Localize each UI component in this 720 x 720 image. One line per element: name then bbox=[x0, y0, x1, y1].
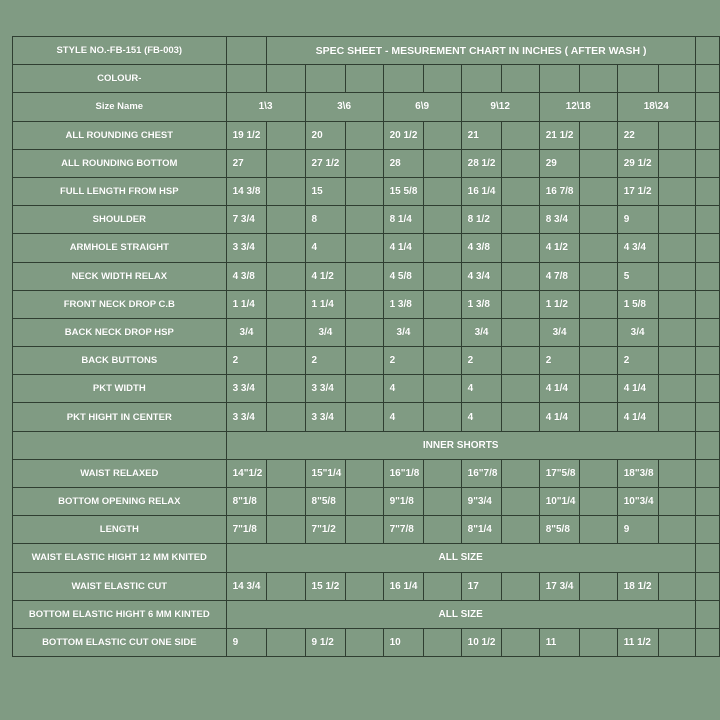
empty-cell bbox=[580, 234, 617, 262]
measurement-value: 8 1/2 bbox=[461, 206, 502, 234]
empty-cell bbox=[580, 290, 617, 318]
empty-cell bbox=[502, 234, 539, 262]
measurement-value: 8"1/4 bbox=[461, 516, 502, 544]
empty-cell bbox=[346, 149, 383, 177]
measurement-label: BACK NECK DROP HSP bbox=[13, 318, 227, 346]
measurement-value: 4 1/4 bbox=[383, 234, 424, 262]
measurement-label: WAIST RELAXED bbox=[13, 459, 227, 487]
measurement-value: 2 bbox=[461, 347, 502, 375]
measurement-value: 10"3/4 bbox=[617, 488, 658, 516]
empty-cell bbox=[502, 318, 539, 346]
measurement-value: 4 1/4 bbox=[539, 403, 580, 431]
empty-cell bbox=[267, 628, 305, 656]
measurement-row bbox=[13, 177, 720, 205]
measurement-value: 20 bbox=[305, 121, 346, 149]
empty-cell bbox=[346, 347, 383, 375]
measurement-value: 28 bbox=[383, 149, 424, 177]
measurement-value: 3/4 bbox=[383, 318, 424, 346]
empty-cell bbox=[658, 121, 695, 149]
empty-cell bbox=[658, 459, 695, 487]
measurement-value: 29 bbox=[539, 149, 580, 177]
empty-cell bbox=[580, 403, 617, 431]
empty-cell bbox=[424, 121, 461, 149]
measurement-value: 17"5/8 bbox=[539, 459, 580, 487]
empty-cell bbox=[658, 628, 695, 656]
measurement-value: 9 bbox=[226, 628, 267, 656]
empty-cell bbox=[424, 572, 461, 600]
empty-cell bbox=[267, 488, 305, 516]
empty-cell bbox=[502, 375, 539, 403]
empty-cell bbox=[502, 206, 539, 234]
empty-cell bbox=[658, 347, 695, 375]
empty-cell bbox=[502, 262, 539, 290]
empty-cell bbox=[658, 375, 695, 403]
empty-cell bbox=[695, 600, 719, 628]
measurement-label: BOTTOM OPENING RELAX bbox=[13, 488, 227, 516]
empty-cell bbox=[658, 318, 695, 346]
measurement-value: 7"1/2 bbox=[305, 516, 346, 544]
empty-cell bbox=[346, 628, 383, 656]
measurement-value: 3 3/4 bbox=[226, 403, 267, 431]
measurement-value: 8 bbox=[305, 206, 346, 234]
measurement-label: FRONT NECK DROP C.B bbox=[13, 290, 227, 318]
empty-cell bbox=[424, 262, 461, 290]
measurement-label: BOTTOM ELASTIC HIGHT 6 MM KINTED bbox=[13, 600, 227, 628]
empty-cell bbox=[267, 516, 305, 544]
measurement-row bbox=[13, 121, 720, 149]
empty-cell bbox=[695, 403, 719, 431]
measurement-value: 27 1/2 bbox=[305, 149, 346, 177]
empty-cell bbox=[424, 375, 461, 403]
empty-cell bbox=[502, 488, 539, 516]
measurement-value: 17 1/2 bbox=[617, 177, 658, 205]
empty-cell bbox=[695, 516, 719, 544]
measurement-label: ALL ROUNDING CHEST bbox=[13, 121, 227, 149]
measurement-row bbox=[13, 206, 720, 234]
empty-cell bbox=[658, 403, 695, 431]
measurement-value: 9 1/2 bbox=[305, 628, 346, 656]
inner-measurement-row bbox=[13, 459, 720, 487]
size-header: 12\18 bbox=[539, 93, 617, 121]
measurement-value: 10 1/2 bbox=[461, 628, 502, 656]
measurement-value: 11 1/2 bbox=[617, 628, 658, 656]
empty-cell bbox=[346, 262, 383, 290]
colour-label: COLOUR- bbox=[13, 65, 227, 93]
elastic-measurement-row bbox=[13, 628, 720, 656]
empty-cell bbox=[267, 206, 305, 234]
measurement-value: 8 3/4 bbox=[539, 206, 580, 234]
spec-sheet-table bbox=[12, 36, 720, 657]
header-row bbox=[13, 37, 720, 65]
empty-cell bbox=[695, 234, 719, 262]
all-size-label: ALL SIZE bbox=[226, 544, 695, 572]
empty-cell bbox=[424, 516, 461, 544]
measurement-value: 3 3/4 bbox=[305, 375, 346, 403]
measurement-value: 14 3/4 bbox=[226, 572, 267, 600]
measurement-value: 16 1/4 bbox=[461, 177, 502, 205]
empty-cell bbox=[658, 290, 695, 318]
empty-cell bbox=[424, 403, 461, 431]
empty-cell bbox=[346, 234, 383, 262]
style-number: STYLE NO.-FB-151 (FB-003) bbox=[13, 37, 227, 65]
measurement-value: 3/4 bbox=[461, 318, 502, 346]
measurement-value: 3/4 bbox=[617, 318, 658, 346]
empty-cell bbox=[226, 37, 267, 65]
empty-cell bbox=[695, 431, 719, 459]
measurement-value: 9 bbox=[617, 206, 658, 234]
measurement-value: 4 1/4 bbox=[617, 403, 658, 431]
empty-cell bbox=[267, 572, 305, 600]
measurement-label: WAIST ELASTIC HIGHT 12 MM KNITED bbox=[13, 544, 227, 572]
empty-cell bbox=[424, 628, 461, 656]
empty-cell bbox=[267, 459, 305, 487]
empty-cell bbox=[346, 318, 383, 346]
empty-cell bbox=[502, 149, 539, 177]
empty-cell bbox=[695, 93, 719, 121]
empty-cell bbox=[695, 459, 719, 487]
measurement-value: 15 1/2 bbox=[305, 572, 346, 600]
measurement-value: 4 bbox=[305, 234, 346, 262]
empty-cell bbox=[580, 516, 617, 544]
empty-cell bbox=[502, 572, 539, 600]
measurement-value: 19 1/2 bbox=[226, 121, 267, 149]
empty-cell bbox=[267, 318, 305, 346]
empty-cell bbox=[502, 290, 539, 318]
empty-cell bbox=[580, 262, 617, 290]
empty-cell bbox=[580, 149, 617, 177]
empty-cell bbox=[346, 375, 383, 403]
measurement-label: PKT HIGHT IN CENTER bbox=[13, 403, 227, 431]
measurement-value: 4 3/8 bbox=[461, 234, 502, 262]
empty-cell bbox=[658, 234, 695, 262]
measurement-value: 2 bbox=[617, 347, 658, 375]
empty-cell bbox=[424, 488, 461, 516]
measurement-value: 15"1/4 bbox=[305, 459, 346, 487]
measurement-label: NECK WIDTH RELAX bbox=[13, 262, 227, 290]
empty-cell bbox=[695, 488, 719, 516]
measurement-value: 11 bbox=[539, 628, 580, 656]
empty-cell bbox=[424, 459, 461, 487]
empty-cell bbox=[267, 234, 305, 262]
empty-cell bbox=[695, 628, 719, 656]
measurement-value: 8"5/8 bbox=[305, 488, 346, 516]
empty-cell bbox=[695, 206, 719, 234]
empty-cell bbox=[502, 516, 539, 544]
measurement-value: 4 1/4 bbox=[617, 375, 658, 403]
measurement-value: 15 5/8 bbox=[383, 177, 424, 205]
measurement-value: 15 bbox=[305, 177, 346, 205]
empty-cell bbox=[658, 572, 695, 600]
measurement-row bbox=[13, 318, 720, 346]
empty-cell bbox=[658, 488, 695, 516]
empty-cell bbox=[502, 403, 539, 431]
empty-cell bbox=[502, 121, 539, 149]
measurement-value: 4 1/4 bbox=[539, 375, 580, 403]
measurement-value: 29 1/2 bbox=[617, 149, 658, 177]
measurement-value: 17 bbox=[461, 572, 502, 600]
measurement-value: 16"7/8 bbox=[461, 459, 502, 487]
empty-cell bbox=[580, 318, 617, 346]
size-header: 3\6 bbox=[305, 93, 383, 121]
measurement-row bbox=[13, 375, 720, 403]
empty-cell bbox=[580, 121, 617, 149]
measurement-label: PKT WIDTH bbox=[13, 375, 227, 403]
measurement-value: 2 bbox=[539, 347, 580, 375]
measurement-label: LENGTH bbox=[13, 516, 227, 544]
measurement-value: 1 5/8 bbox=[617, 290, 658, 318]
measurement-value: 14 3/8 bbox=[226, 177, 267, 205]
measurement-value: 4 7/8 bbox=[539, 262, 580, 290]
measurement-value: 7 3/4 bbox=[226, 206, 267, 234]
empty-cell bbox=[346, 459, 383, 487]
empty-cell bbox=[695, 572, 719, 600]
measurement-row bbox=[13, 234, 720, 262]
measurement-value: 2 bbox=[383, 347, 424, 375]
empty-cell bbox=[346, 516, 383, 544]
measurement-value: 16 7/8 bbox=[539, 177, 580, 205]
measurement-value: 4 1/2 bbox=[305, 262, 346, 290]
empty-cell bbox=[695, 121, 719, 149]
empty-cell bbox=[424, 234, 461, 262]
colour-row bbox=[13, 65, 720, 93]
empty-cell bbox=[346, 488, 383, 516]
empty-cell bbox=[580, 177, 617, 205]
measurement-value: 5 bbox=[617, 262, 658, 290]
empty-cell bbox=[695, 375, 719, 403]
measurement-value: 28 1/2 bbox=[461, 149, 502, 177]
measurement-label: BOTTOM ELASTIC CUT ONE SIDE bbox=[13, 628, 227, 656]
size-row bbox=[13, 93, 720, 121]
empty-cell bbox=[13, 431, 227, 459]
empty-cell bbox=[658, 516, 695, 544]
empty-cell bbox=[267, 149, 305, 177]
measurement-value: 20 1/2 bbox=[383, 121, 424, 149]
measurement-label: SHOULDER bbox=[13, 206, 227, 234]
empty-cell bbox=[580, 488, 617, 516]
empty-cell bbox=[695, 318, 719, 346]
inner-shorts-label: INNER SHORTS bbox=[226, 431, 695, 459]
empty-cell bbox=[580, 206, 617, 234]
empty-cell bbox=[695, 544, 719, 572]
measurement-value: 1 1/2 bbox=[539, 290, 580, 318]
measurement-value: 3/4 bbox=[539, 318, 580, 346]
measurement-value: 21 1/2 bbox=[539, 121, 580, 149]
measurement-value: 4 bbox=[383, 375, 424, 403]
measurement-row bbox=[13, 262, 720, 290]
empty-cell bbox=[424, 177, 461, 205]
measurement-value: 7"1/8 bbox=[226, 516, 267, 544]
measurement-value: 8 1/4 bbox=[383, 206, 424, 234]
elastic-measurement-row bbox=[13, 572, 720, 600]
empty-cell bbox=[346, 403, 383, 431]
measurement-value: 14"1/2 bbox=[226, 459, 267, 487]
measurement-value: 22 bbox=[617, 121, 658, 149]
measurement-value: 18"3/8 bbox=[617, 459, 658, 487]
size-header: 18\24 bbox=[617, 93, 695, 121]
empty-cell bbox=[267, 121, 305, 149]
measurement-value: 10"1/4 bbox=[539, 488, 580, 516]
empty-cell bbox=[695, 149, 719, 177]
empty-cell bbox=[658, 206, 695, 234]
empty-cell bbox=[695, 177, 719, 205]
empty-cell bbox=[424, 290, 461, 318]
measurement-value: 4 bbox=[383, 403, 424, 431]
all-size-label: ALL SIZE bbox=[226, 600, 695, 628]
empty-cell bbox=[267, 375, 305, 403]
elastic-all-size-row bbox=[13, 544, 720, 572]
sheet-title: SPEC SHEET - MESUREMENT CHART IN INCHES ( AFTER WASH ) bbox=[267, 37, 695, 65]
empty-cell bbox=[267, 403, 305, 431]
empty-cell bbox=[695, 37, 719, 65]
size-name-label: Size Name bbox=[13, 93, 227, 121]
measurement-value: 7"7/8 bbox=[383, 516, 424, 544]
measurement-value: 4 5/8 bbox=[383, 262, 424, 290]
measurement-value: 1 1/4 bbox=[226, 290, 267, 318]
measurement-value: 21 bbox=[461, 121, 502, 149]
measurement-value: 3/4 bbox=[305, 318, 346, 346]
empty-cell bbox=[424, 206, 461, 234]
empty-cell bbox=[658, 177, 695, 205]
empty-cell bbox=[502, 347, 539, 375]
empty-cell bbox=[580, 375, 617, 403]
measurement-value: 9"1/8 bbox=[383, 488, 424, 516]
empty-cell bbox=[580, 459, 617, 487]
empty-cell bbox=[346, 290, 383, 318]
measurement-value: 3 3/4 bbox=[226, 234, 267, 262]
empty-cell bbox=[424, 347, 461, 375]
measurement-value: 8"1/8 bbox=[226, 488, 267, 516]
measurement-value: 4 3/8 bbox=[226, 262, 267, 290]
empty-cell bbox=[346, 206, 383, 234]
measurement-row bbox=[13, 290, 720, 318]
measurement-value: 3/4 bbox=[226, 318, 267, 346]
empty-cell bbox=[658, 149, 695, 177]
empty-cell bbox=[502, 177, 539, 205]
measurement-value: 2 bbox=[305, 347, 346, 375]
measurement-value: 2 bbox=[226, 347, 267, 375]
measurement-value: 18 1/2 bbox=[617, 572, 658, 600]
empty-cell bbox=[267, 177, 305, 205]
empty-cell bbox=[502, 459, 539, 487]
empty-cell bbox=[695, 347, 719, 375]
empty-cell bbox=[424, 149, 461, 177]
empty-cell bbox=[346, 121, 383, 149]
measurement-value: 3 3/4 bbox=[226, 375, 267, 403]
measurement-value: 8"5/8 bbox=[539, 516, 580, 544]
size-header: 9\12 bbox=[461, 93, 539, 121]
measurement-value: 1 3/8 bbox=[383, 290, 424, 318]
measurement-value: 9 bbox=[617, 516, 658, 544]
measurement-value: 9"3/4 bbox=[461, 488, 502, 516]
measurement-label: BACK BUTTONS bbox=[13, 347, 227, 375]
empty-cell bbox=[580, 347, 617, 375]
spec-sheet-body bbox=[13, 37, 720, 657]
empty-cell bbox=[346, 572, 383, 600]
empty-cell bbox=[695, 290, 719, 318]
inner-shorts-row bbox=[13, 431, 720, 459]
empty-cell bbox=[580, 628, 617, 656]
inner-measurement-row bbox=[13, 488, 720, 516]
measurement-row bbox=[13, 347, 720, 375]
empty-cell bbox=[346, 177, 383, 205]
measurement-value: 1 1/4 bbox=[305, 290, 346, 318]
measurement-value: 3 3/4 bbox=[305, 403, 346, 431]
empty-cell bbox=[580, 572, 617, 600]
measurement-value: 16"1/8 bbox=[383, 459, 424, 487]
empty-cell bbox=[695, 262, 719, 290]
measurement-label: ARMHOLE STRAIGHT bbox=[13, 234, 227, 262]
measurement-value: 4 bbox=[461, 403, 502, 431]
empty-cell bbox=[267, 347, 305, 375]
measurement-row bbox=[13, 149, 720, 177]
size-header: 6\9 bbox=[383, 93, 461, 121]
elastic-all-size-row bbox=[13, 600, 720, 628]
empty-cell bbox=[267, 262, 305, 290]
measurement-value: 10 bbox=[383, 628, 424, 656]
measurement-value: 16 1/4 bbox=[383, 572, 424, 600]
measurement-label: FULL LENGTH FROM HSP bbox=[13, 177, 227, 205]
inner-measurement-row bbox=[13, 516, 720, 544]
measurement-value: 27 bbox=[226, 149, 267, 177]
measurement-label: ALL ROUNDING BOTTOM bbox=[13, 149, 227, 177]
measurement-value: 4 3/4 bbox=[617, 234, 658, 262]
measurement-row bbox=[13, 403, 720, 431]
empty-cell bbox=[267, 290, 305, 318]
empty-cell bbox=[658, 262, 695, 290]
empty-cell bbox=[502, 628, 539, 656]
measurement-value: 4 bbox=[461, 375, 502, 403]
measurement-value: 17 3/4 bbox=[539, 572, 580, 600]
measurement-label: WAIST ELASTIC CUT bbox=[13, 572, 227, 600]
measurement-value: 4 1/2 bbox=[539, 234, 580, 262]
empty-cell bbox=[424, 318, 461, 346]
measurement-value: 4 3/4 bbox=[461, 262, 502, 290]
size-header: 1\3 bbox=[226, 93, 305, 121]
measurement-value: 1 3/8 bbox=[461, 290, 502, 318]
